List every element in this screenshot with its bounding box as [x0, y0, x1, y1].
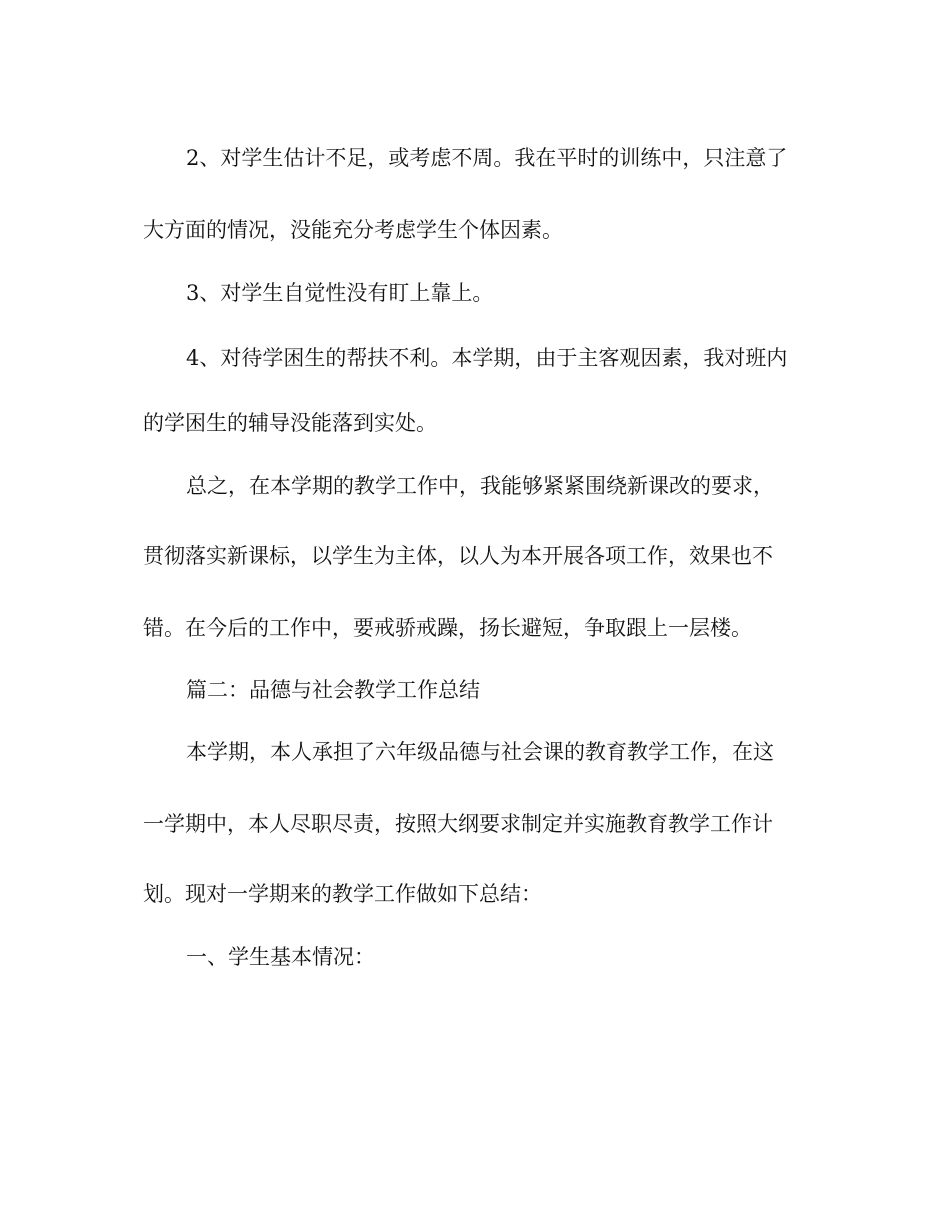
paragraph-line: 总之，在本学期的教学工作中，我能够紧紧围绕新课改的要求， [186, 474, 774, 498]
paragraph-line: 3、对学生自觉性没有盯上靠上。 [186, 281, 494, 305]
paragraph-line: 本学期，本人承担了六年级品德与社会课的教育教学工作，在这 [186, 740, 774, 764]
section-heading: 篇二：品德与社会教学工作总结 [186, 678, 480, 702]
paragraph-line: 错。在今后的工作中，要戒骄戒躁，扬长避短，争取跟上一层楼。 [143, 616, 752, 640]
paragraph-line: 一学期中，本人尽职尽责，按照大纲要求制定并实施教育教学工作计 [143, 812, 773, 836]
paragraph-line: 划。现对一学期来的教学工作做如下总结： [143, 882, 542, 906]
paragraph-line: 大方面的情况，没能充分考虑学生个体因素。 [143, 218, 563, 242]
paragraph-line: 的学困生的辅导没能落到实处。 [143, 411, 437, 435]
paragraph-line: 4、对待学困生的帮扶不利。本学期，由于主客观因素，我对班内 [186, 346, 788, 370]
paragraph-line: 2、对学生估计不足，或考虑不周。我在平时的训练中，只注意了 [186, 146, 788, 170]
section-heading: 一、学生基本情况： [186, 945, 375, 969]
paragraph-line: 贯彻落实新课标，以学生为主体，以人为本开展各项工作，效果也不 [143, 544, 773, 568]
